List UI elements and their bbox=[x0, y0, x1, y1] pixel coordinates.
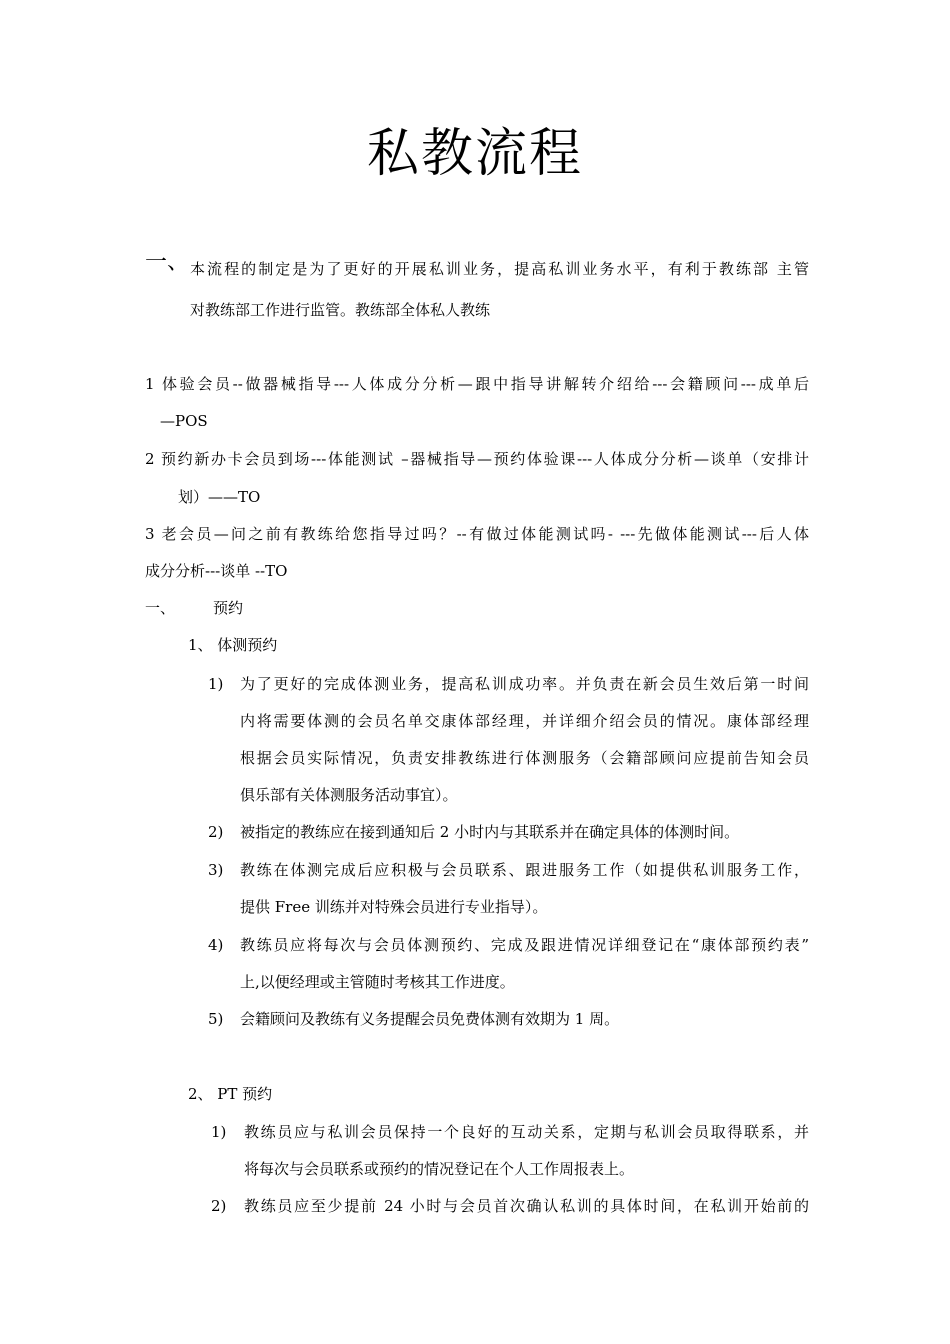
item-line: 俱乐部有关体测服务活动事宜）。 bbox=[240, 786, 458, 804]
item-line: 内将需要体测的会员名单交康体部经理，并详细介绍会员的情况。康体部经理 bbox=[240, 712, 809, 730]
item-line: 被指定的教练应在接到通知后 2 小时内与其联系并在确定具体的体测时间。 bbox=[240, 823, 740, 841]
item-line: 为了更好的完成体测业务，提高私训成功率。并负责在新会员生效后第一时间 bbox=[240, 675, 809, 693]
item-number: 2) bbox=[211, 1197, 227, 1215]
item-line: 将每次与会员联系或预约的情况登记在个人工作周报表上。 bbox=[244, 1160, 635, 1178]
flow-line-3b: 成分分析---谈单 --TO bbox=[145, 562, 288, 580]
flow-line-2b: 划）——TO bbox=[178, 488, 261, 506]
item-line: 教练在体测完成后应积极与会员联系、跟进服务工作（如提供私训服务工作， bbox=[240, 861, 809, 879]
flow-line-1b: —POS bbox=[160, 412, 208, 430]
item-number: 4) bbox=[208, 936, 224, 954]
page-title: 私教流程 bbox=[366, 123, 583, 184]
item-number: 1) bbox=[211, 1123, 227, 1141]
flow-line-1: 1 体验会员--做器械指导---人体成分分析—跟中指导讲解转介绍给---会籍顾问---成单后 bbox=[145, 375, 809, 393]
intro-marker: 一、 bbox=[145, 250, 190, 275]
flow-line-3: 3 老会员—问之前有教练给您指导过吗？--有做过体能测试吗- ---先做体能测试---后人体 bbox=[145, 525, 809, 543]
subsection-title: 2、 PT 预约 bbox=[188, 1085, 273, 1103]
item-number: 2) bbox=[208, 823, 224, 841]
item-line: 教练员应至少提前 24 小时与会员首次确认私训的具体时间，在私训开始前的 bbox=[244, 1197, 809, 1215]
item-line: 教练员应与私训会员保持一个良好的互动关系，定期与私训会员取得联系，并 bbox=[244, 1123, 809, 1141]
subsection-title: 1、 体测预约 bbox=[188, 636, 278, 654]
item-number: 5) bbox=[208, 1010, 224, 1028]
section-heading: 预约 bbox=[213, 599, 244, 617]
section-marker: 一、 bbox=[145, 599, 176, 617]
intro-line-2: 对教练部工作进行监管。教练部全体私人教练 bbox=[190, 301, 491, 319]
flow-line-2: 2 预约新办卡会员到场---体能测试 –器械指导—预约体验课---人体成分分析—谈单（安排计 bbox=[145, 450, 809, 468]
item-line: 根据会员实际情况，负责安排教练进行体测服务（会籍部顾问应提前告知会员 bbox=[240, 749, 809, 767]
item-number: 1) bbox=[208, 675, 224, 693]
item-line: 提供 Free 训练并对特殊会员进行专业指导）。 bbox=[240, 898, 548, 916]
item-line: 上,以便经理或主管随时考核其工作进度。 bbox=[240, 973, 515, 991]
intro-line-1: 本流程的制定是为了更好的开展私训业务，提高私训业务水平，有利于教练部 主管 bbox=[190, 260, 809, 278]
item-number: 3) bbox=[208, 861, 224, 879]
item-line: 会籍顾问及教练有义务提醒会员免费体测有效期为 1 周。 bbox=[240, 1010, 620, 1028]
item-line: 教练员应将每次与会员体测预约、完成及跟进情况详细登记在“康体部预约表” bbox=[240, 936, 809, 954]
